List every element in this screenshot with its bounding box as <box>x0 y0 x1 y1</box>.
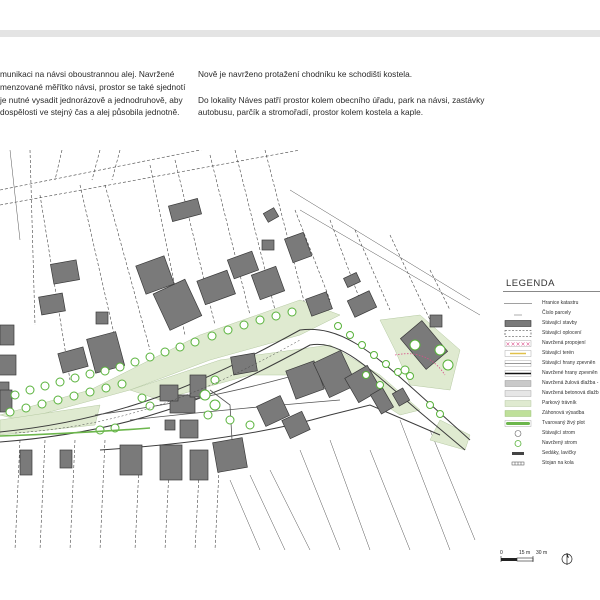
text-line: Do lokality Náves patří prostor kolem obecního úřadu, park na návsi, zastávky <box>198 94 485 105</box>
legend-title: LEGENDA <box>506 278 555 289</box>
legend-item <box>500 349 600 359</box>
north-arrow-icon <box>560 552 574 566</box>
bike-stand-icon <box>504 460 532 467</box>
legend-item-label: Číslo parcely <box>542 310 571 316</box>
lawn-icon <box>504 400 532 407</box>
legend-item-label: Navržená betonová dlažb <box>542 390 599 396</box>
scale-bar <box>500 548 580 578</box>
granite-paving-icon <box>504 380 532 387</box>
legend-item-label: Stojan na kola <box>542 460 574 466</box>
legend-item-label: Tvarovaný živý plot <box>542 420 585 426</box>
legend-item <box>500 359 600 369</box>
legend-item-label: Navržený strom <box>542 440 578 446</box>
parcel-number-icon <box>504 310 532 317</box>
proposed-tree-icon <box>504 440 532 447</box>
legend-item <box>500 339 600 349</box>
legend-item-label: Stávající hrany zpevněn <box>542 360 596 366</box>
legend-item-label: Záhonová výsadba <box>542 410 585 416</box>
parcel-boundaries-lower <box>15 440 220 550</box>
legend-item-label: Navržená žulová dlažba - <box>542 380 599 386</box>
legend-item <box>500 429 600 439</box>
legend-divider <box>503 291 600 292</box>
text-line: autobusu, parčík a stromořadí, prostor kolem kostela a kaple. <box>198 107 424 118</box>
legend-item-label: Parkový trávník <box>542 400 577 406</box>
legend-item <box>500 409 600 419</box>
legend-item-label: Navržené hrany zpevněn <box>542 370 598 376</box>
description-left <box>0 68 185 119</box>
terrain-icon <box>504 350 532 357</box>
legend-item-label: Stávající stavby <box>542 320 578 326</box>
scale-label-15: 15 m <box>519 550 531 556</box>
existing-tree-icon <box>504 430 532 437</box>
legend-item <box>500 439 600 449</box>
description-right <box>198 68 484 119</box>
cadastre-line-icon <box>504 300 532 307</box>
scale-label-0: 0 <box>500 550 503 556</box>
legend-item <box>500 389 600 399</box>
svg-text:×××××: ××××× <box>505 340 531 347</box>
scale-label-30: 30 m <box>536 550 548 556</box>
concrete-paving-icon <box>504 390 532 397</box>
legend-item <box>500 399 600 409</box>
legend-item-label: Stávající strom <box>542 430 576 436</box>
flowerbed-icon <box>504 410 532 417</box>
legend-item <box>500 319 600 329</box>
site-plan-map <box>0 150 500 550</box>
existing-building-icon <box>504 320 532 327</box>
legend-item <box>500 379 600 389</box>
proposed-connection-icon <box>504 340 532 347</box>
text-line: dospělosti ve stejný čas a alej působila jednotně. <box>0 107 180 118</box>
legend-item <box>500 419 600 429</box>
legend-item-label: Stávající terén <box>542 350 574 356</box>
legend-item-label: Sedáky, lavičky <box>542 450 577 456</box>
legend-item-label: Stávající oplocení <box>542 330 582 336</box>
legend-item-label: Navržená propojení <box>542 340 586 346</box>
header-bar <box>0 30 600 37</box>
hedge-icon <box>504 420 532 427</box>
text-line <box>198 81 484 94</box>
legend-item-label: Hranice katastru <box>542 300 579 306</box>
proposed-edge-icon <box>504 370 532 377</box>
legend-item <box>500 309 600 319</box>
legend-item <box>500 459 600 469</box>
paved-edge-icon <box>504 360 532 367</box>
text-line: munikaci na návsi oboustrannou alej. Navržené <box>0 69 175 79</box>
text-line: je nutné vysadit jednorázově a jednodruhově, aby <box>0 94 183 105</box>
bench-icon <box>504 450 532 457</box>
legend-item <box>500 329 600 339</box>
text-line: Nově je navrženo protažení chodníku ke schodišti kostela. <box>198 69 412 79</box>
legend-item <box>500 369 600 379</box>
legend-item <box>500 449 600 459</box>
legend-item <box>500 299 600 309</box>
text-line: menzované měřítko návsi, prostor se také sjednotí <box>0 81 186 92</box>
fence-icon <box>504 330 532 337</box>
